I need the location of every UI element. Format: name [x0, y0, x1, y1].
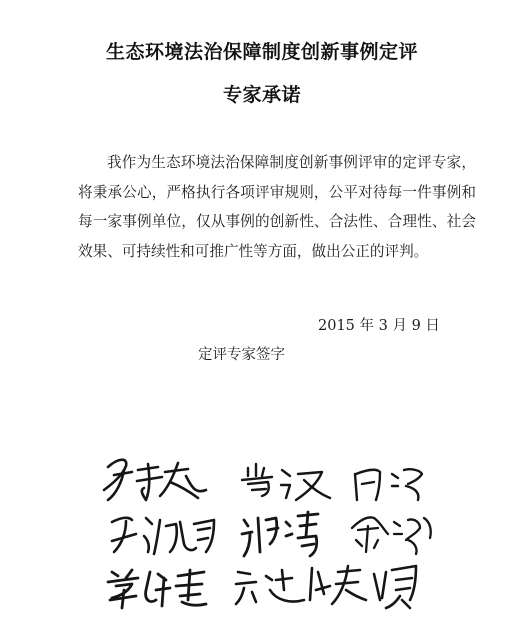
handwritten-signature-1	[104, 460, 206, 500]
handwritten-signature-4	[112, 518, 214, 554]
document-subtitle: 专家承诺	[222, 84, 301, 106]
handwritten-signature-3	[355, 469, 422, 500]
handwritten-signature-7	[108, 570, 206, 608]
pledge-body-text: 我作为生态环境法治保障制度创新事例评审的定评专家，将秉承公心，严格执行各项评审规则，公平对待每一件事例和每一家事例单位，仅从事例的创新性、合法性、合理性、社会效果、可持续性和可推广性等方面，做出公正的评判。	[78, 154, 476, 260]
handwritten-signature-6	[352, 517, 431, 554]
handwritten-signature-8	[236, 570, 304, 604]
handwritten-signature-2	[242, 464, 330, 500]
signature-label: 定评专家签字	[198, 347, 285, 363]
handwritten-signature-5	[242, 512, 318, 556]
handwritten-signature-9	[310, 566, 416, 608]
document-title: 生态环境法治保障制度创新事例定评	[105, 41, 418, 63]
document-date: 2015 年 3 月 9 日	[318, 318, 440, 334]
